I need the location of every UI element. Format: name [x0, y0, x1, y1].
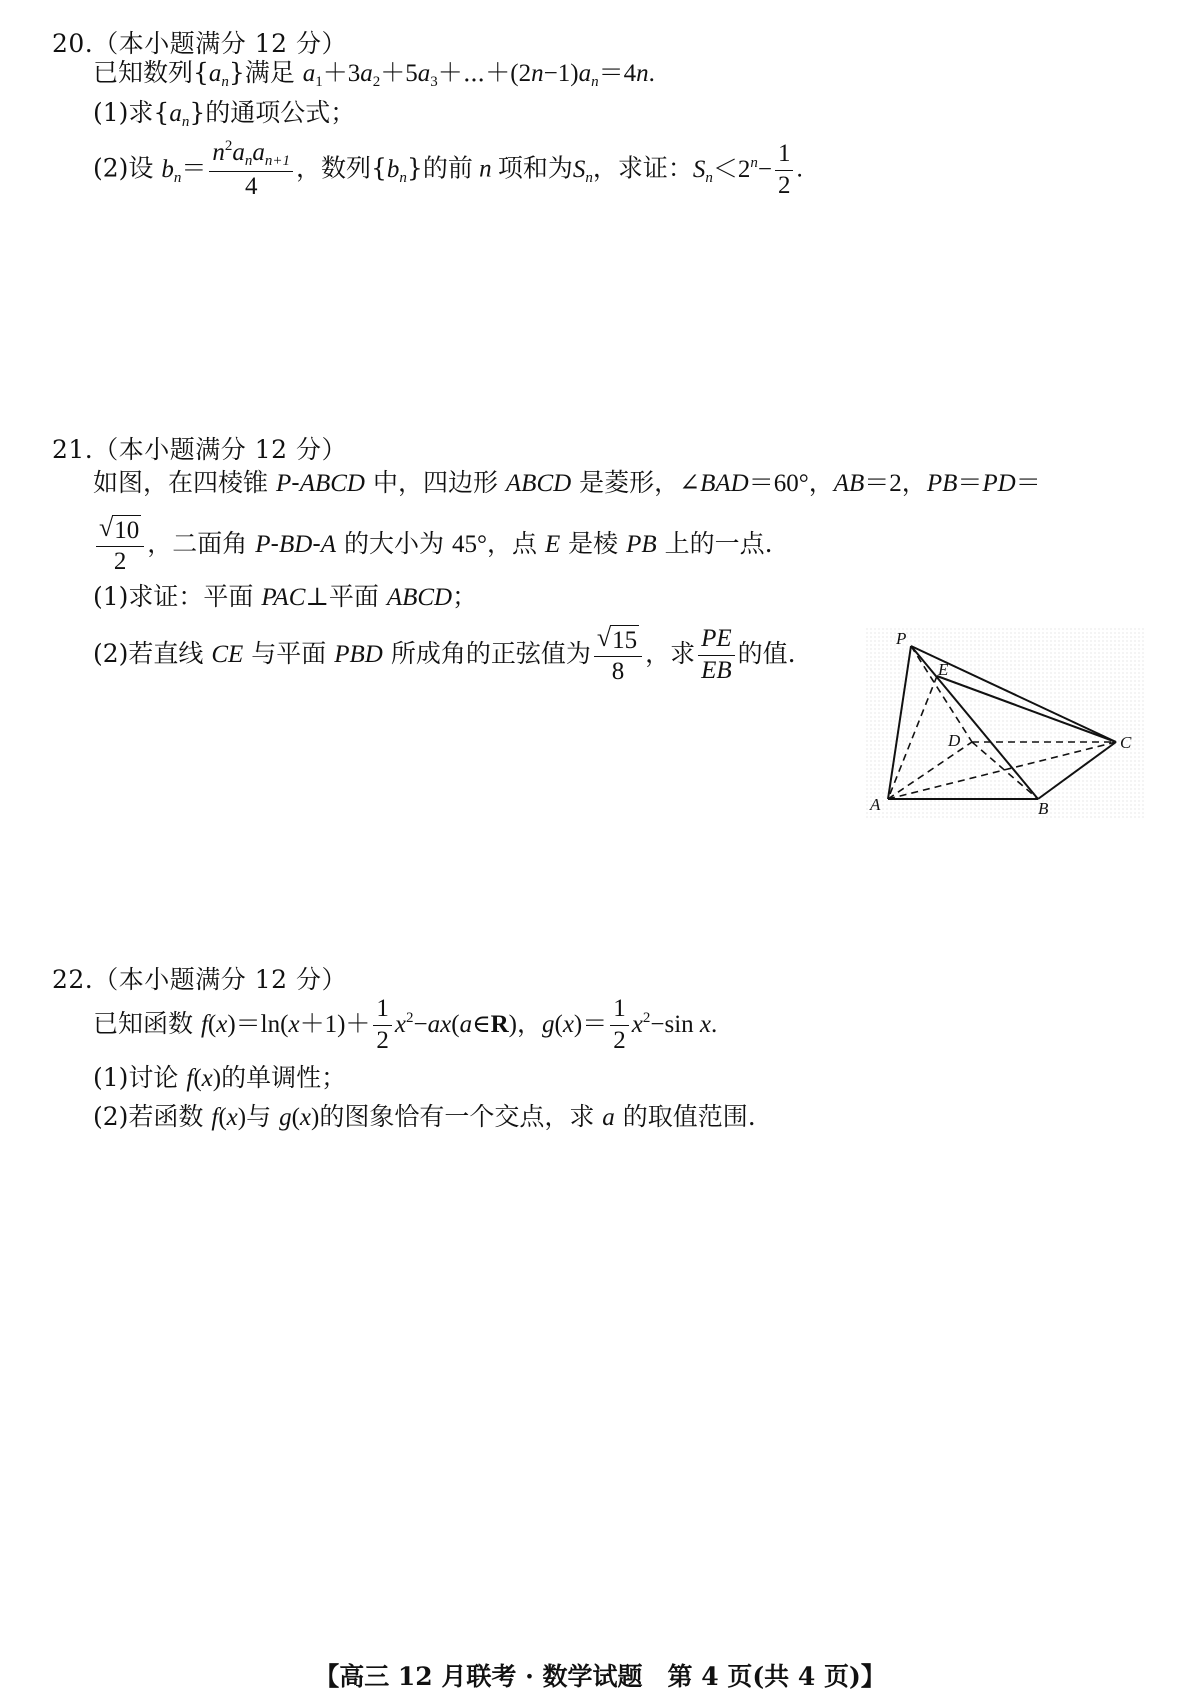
pyramid-figure [866, 628, 1146, 820]
q20-part1: (1)求$\{a_n\}$的通项公式； [93, 98, 356, 130]
q20-header [52, 24, 347, 60]
fraction: $\frac{n^2a_na_{n+1}}{4}$ [209, 138, 293, 202]
label-A: A [870, 795, 881, 814]
q22-part1: (1)讨论 f(x)的单调性； [93, 1063, 347, 1092]
label-D: D [948, 731, 961, 750]
q22-number: 22. [52, 965, 94, 994]
fraction-half: $\frac{1}{2}$ [373, 995, 392, 1056]
fraction-half-2: $\frac{1}{2}$ [610, 995, 629, 1056]
page-footer: 【高三 12 月联考 · 数学试题 第 4 页(共 4 页)】 [314, 1662, 886, 1691]
label-C: C [1120, 733, 1132, 752]
fraction-sqrt15-over-8: √ 15 8 [594, 625, 642, 686]
label-E: E [938, 660, 949, 679]
q22-line1: 已知函数 f(x)＝ln(x＋1)＋ $\frac{1}{2}$ $x^2-ax(a\in R)$，g(x)＝ $\frac{1}{2}$ $x^2-\sin$ x. [93, 995, 718, 1054]
figure-background [866, 628, 1146, 820]
q20-score: （本小题满分 12 分） [93, 29, 347, 58]
q21-line2: √ 10 2 ，二面角 P-BD-A 的大小为 45°，点 E 是棱 PB 上的一点. [93, 515, 773, 576]
q20-given: 已知数列$\{a_n\}$满足 $a_1+3a_2+5a_3+\cdots+(2n-1)a_n=4n$. [93, 58, 655, 90]
q21-line1: 如图，在四棱锥 P-ABCD 中，四边形 ABCD 是菱形，∠BAD＝60°，AB＝2，PB＝PD＝ [93, 468, 1041, 497]
q20-number: 20. [52, 29, 94, 58]
label-P: P [896, 629, 907, 648]
q22-part2: (2)若函数 f(x)与 g(x)的图象恰有一个交点，求 a 的取值范围. [93, 1102, 756, 1131]
fraction-PE-over-EB: $\frac{PE}{EB}$ [698, 625, 735, 686]
q22-header [52, 960, 347, 996]
q21-score: （本小题满分 12 分） [93, 435, 347, 464]
q21-number: 21. [52, 435, 94, 464]
label-B: B [1038, 799, 1049, 818]
q20-part2: (2)设 $b_n=$ $\frac{n^2a_na_{n+1}}{4}$ ，数列$\{b_n\}$的前 n 项和为$S_n$，求证：$S_n<2^n-$ $\frac{1}{2}$ . [93, 138, 803, 201]
fraction-sqrt10-over-2: √ 10 2 [96, 515, 144, 576]
q21-part1: (1)求证：平面 PAC⊥平面 ABCD； [93, 582, 478, 611]
fraction-half: $\frac{1}{2}$ [775, 140, 794, 201]
q22-score: （本小题满分 12 分） [93, 965, 347, 994]
q21-header [52, 430, 347, 466]
q21-part2: (2)若直线 CE 与平面 PBD 所成角的正弦值为 √ 15 8 ，求 $\frac{PE}{EB}$ 的值. [93, 623, 796, 685]
